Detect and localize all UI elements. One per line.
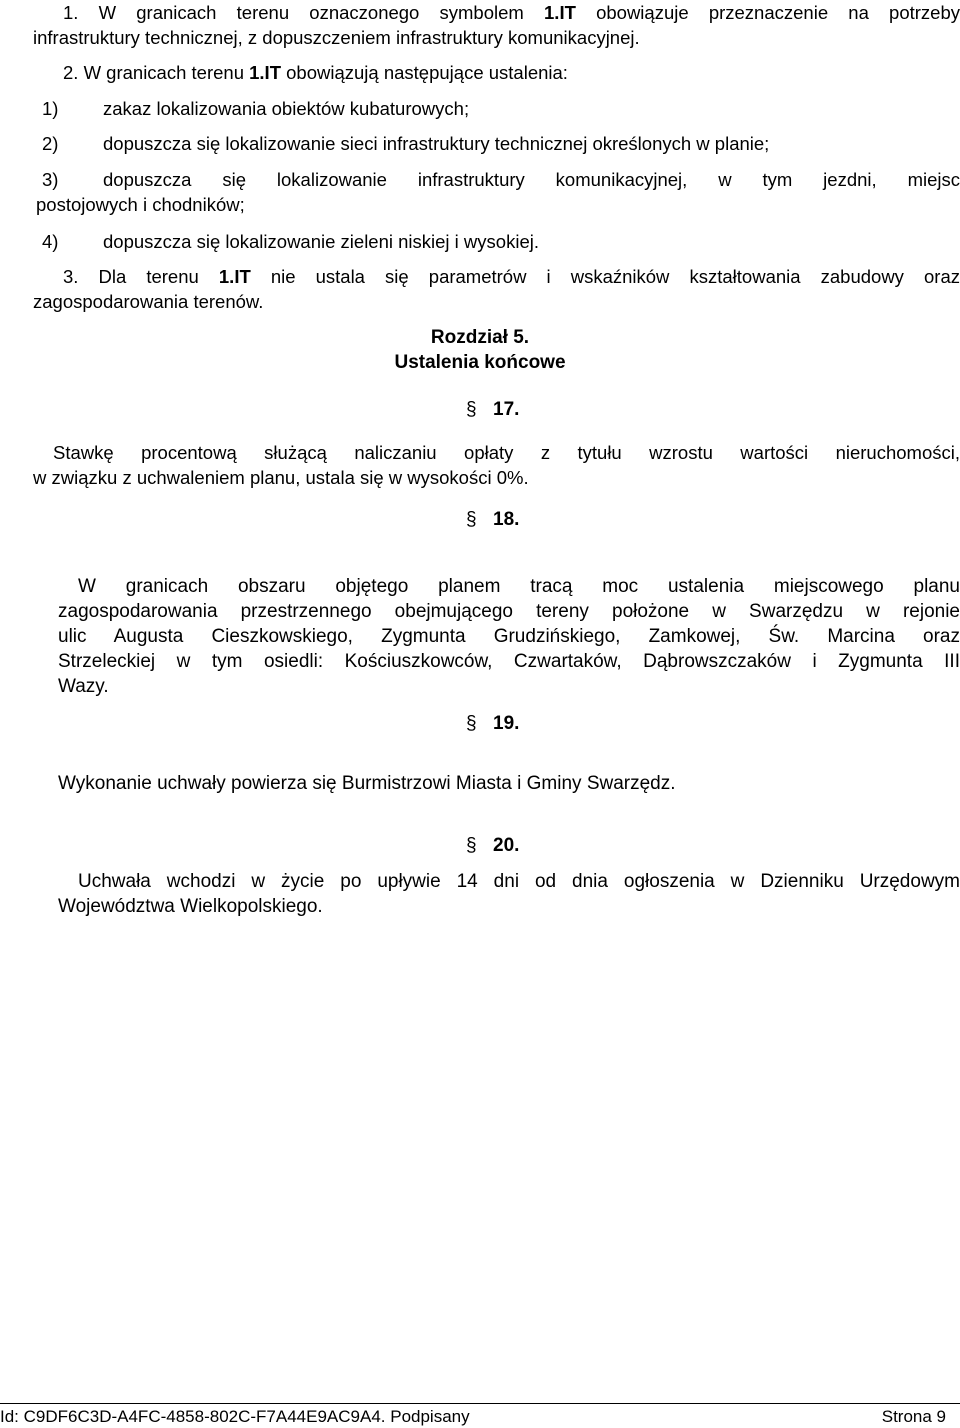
point-1-symbol: 1.IT bbox=[544, 2, 576, 23]
point-1-suffix: obowiązuje przeznaczenie na potrzeby bbox=[575, 2, 960, 23]
list-item bbox=[42, 229, 960, 254]
section-18-line-2: zagospodarowania przestrzennego obejmującego tereny położone w Swarzędzu w rejonie bbox=[58, 601, 960, 622]
point-3-line-2: zagospodarowania terenów. bbox=[33, 291, 264, 312]
section-18-text-1: W granicach obszaru objętego planem tracą moc ustalenia miejscowego planu bbox=[78, 576, 960, 597]
footer-divider bbox=[0, 1403, 960, 1404]
point-3-line-1 bbox=[33, 264, 960, 289]
section-number: 19. bbox=[493, 713, 520, 734]
point-3-suffix: nie ustala się parametrów i wskaźników kształtowania zabudowy oraz bbox=[250, 266, 960, 287]
section-18-line-4: Strzeleckiej w tym osiedli: Kościuszkowców, Czwartaków, Dąbrowszczaków i Zygmunta III bbox=[58, 651, 960, 672]
section-number: 17. bbox=[493, 399, 520, 420]
section-number: 18. bbox=[493, 509, 520, 530]
section-18-line-3: ulic Augusta Cieszkowskiego, Zygmunta Grudzińskiego, Zamkowej, Św. Marcina oraz bbox=[58, 626, 960, 647]
footer-page-number: Strona 9 bbox=[881, 1407, 946, 1426]
list-item-number: 3) bbox=[42, 169, 59, 190]
section-20-line-2: Województwa Wielkopolskiego. bbox=[58, 896, 323, 917]
list-item-text: dopuszcza się lokalizowanie infrastruktury komunikacyjnej, w tym jezdni, miejsc bbox=[103, 169, 960, 190]
section-18-line-5: Wazy. bbox=[58, 676, 109, 697]
list-item bbox=[42, 167, 960, 192]
section-number: 20. bbox=[493, 835, 520, 856]
section-symbol: § bbox=[466, 399, 477, 420]
point-2-suffix: obowiązują następujące ustalenia: bbox=[281, 62, 568, 83]
list-item-text: dopuszcza się lokalizowanie sieci infrastruktury technicznej określonych w planie; bbox=[103, 133, 770, 154]
section-19-heading bbox=[466, 711, 519, 736]
list-item-number: 2) bbox=[42, 133, 59, 154]
section-symbol: § bbox=[466, 835, 477, 856]
point-2 bbox=[63, 60, 960, 85]
point-1-line-1 bbox=[33, 0, 960, 25]
list-item-number: 4) bbox=[42, 231, 59, 252]
section-symbol: § bbox=[466, 713, 477, 734]
point-1-prefix: 1. W granicach terenu oznaczonego symbolem bbox=[63, 2, 545, 23]
footer-document-id: Id: C9DF6C3D-A4FC-4858-802C-F7A44E9AC9A4. Podpisany bbox=[0, 1407, 470, 1426]
list-item-number: 1) bbox=[42, 98, 59, 119]
chapter-title: Ustalenia końcowe bbox=[394, 352, 566, 373]
list-item-text: dopuszcza się lokalizowanie zieleni niskiej i wysokiej. bbox=[103, 231, 539, 252]
section-17-line-1 bbox=[33, 440, 960, 465]
section-19-text: Wykonanie uchwały powierza się Burmistrzowi Miasta i Gminy Swarzędz. bbox=[58, 773, 676, 794]
section-20-line-1 bbox=[58, 869, 960, 894]
point-2-symbol: 1.IT bbox=[249, 62, 281, 83]
section-17-line-2: w związku z uchwaleniem planu, ustala się w wysokości 0%. bbox=[33, 467, 529, 488]
chapter-label: Rozdział 5. bbox=[430, 327, 530, 348]
list-item bbox=[42, 131, 960, 156]
section-20-text-1: Uchwała wchodzi w życie po upływie 14 dni od dnia ogłoszenia w Dzienniku Urzędowym bbox=[78, 871, 960, 892]
point-2-prefix: 2. W granicach terenu bbox=[63, 62, 250, 83]
list-item-text: zakaz lokalizowania obiektów kubaturowych; bbox=[103, 98, 470, 119]
section-18-line-1 bbox=[58, 574, 960, 599]
point-1-line-2: infrastruktury technicznej, z dopuszczeniem infrastruktury komunikacyjnej. bbox=[33, 27, 640, 48]
list-item-continuation: postojowych i chodników; bbox=[36, 194, 245, 215]
point-3-prefix: 3. Dla terenu bbox=[63, 266, 219, 287]
section-symbol: § bbox=[466, 509, 477, 530]
section-20-heading bbox=[466, 833, 519, 858]
list-item bbox=[42, 96, 960, 121]
section-17-text-1: Stawkę procentową służącą naliczaniu opłaty z tytułu wzrostu wartości nieruchomości, bbox=[53, 442, 960, 463]
point-3-symbol: 1.IT bbox=[218, 266, 251, 287]
section-18-heading bbox=[466, 507, 519, 532]
section-17-heading bbox=[466, 397, 519, 422]
